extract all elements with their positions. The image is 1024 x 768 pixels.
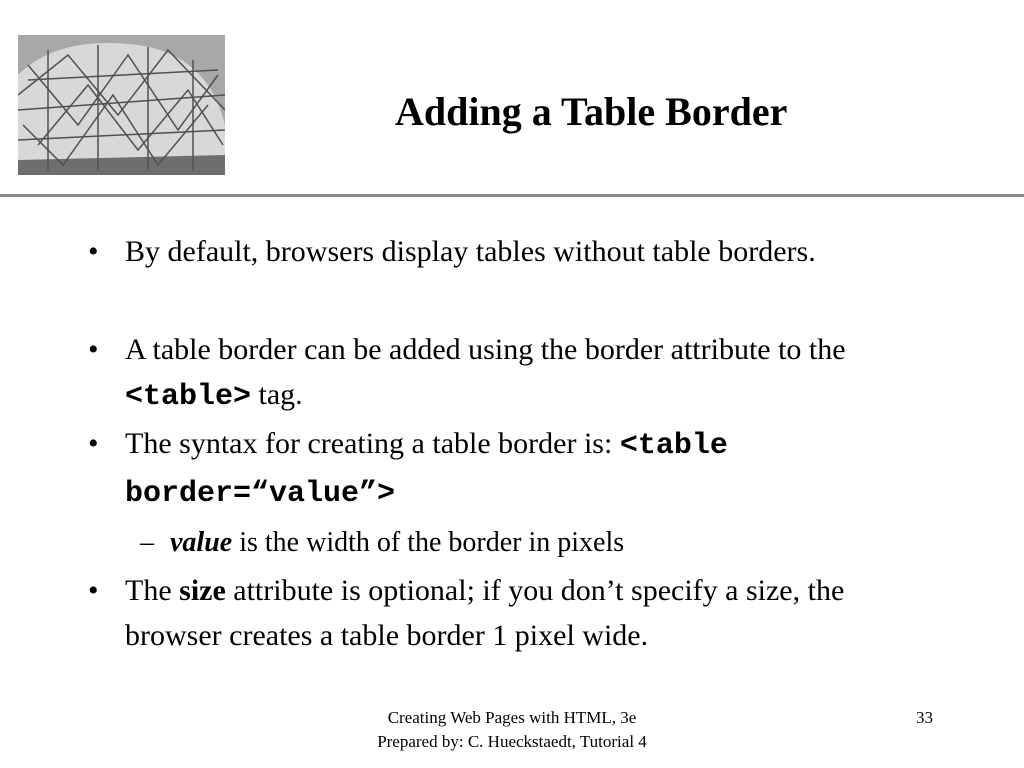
sub-bullet-text-part: is the width of the border in pixels bbox=[232, 527, 625, 558]
page-number: 33 bbox=[916, 708, 933, 727]
emphasis-term: value bbox=[170, 527, 233, 558]
bullet-marker: • bbox=[88, 333, 99, 366]
bullet-text: By default, browsers display tables without table borders. bbox=[125, 235, 816, 268]
bullet-text-part: tag. bbox=[251, 378, 303, 411]
sub-bullet-marker: – bbox=[140, 527, 154, 558]
bold-term: size bbox=[179, 574, 226, 607]
title-divider bbox=[0, 194, 1024, 197]
footer-line: Prepared by: C. Hueckstaedt, Tutorial 4 bbox=[377, 732, 647, 751]
code-snippet: <table border=“value”> bbox=[125, 429, 728, 511]
slide-title: Adding a Table Border bbox=[395, 89, 788, 134]
bullet-text bbox=[125, 421, 945, 517]
bullet-marker: • bbox=[88, 235, 99, 268]
footer-line: Creating Web Pages with HTML, 3e bbox=[387, 708, 637, 727]
bullet-text-part: A table border can be added using the border attribute to the bbox=[125, 333, 846, 366]
bullet-text-part: attribute is optional; if you don’t specify a size, the browser creates a table border 1 pixel wide. bbox=[125, 574, 845, 652]
slide-footer bbox=[312, 706, 712, 754]
geodesic-dome-photo-icon bbox=[18, 35, 225, 175]
code-snippet: <table> bbox=[125, 380, 252, 414]
bullet-text-part: The syntax for creating a table border is: bbox=[125, 427, 620, 460]
bullet-marker: • bbox=[88, 574, 99, 607]
bullet-text bbox=[125, 568, 945, 658]
sub-bullet-text bbox=[170, 525, 624, 561]
bullet-text-part: The bbox=[125, 574, 180, 607]
bullet-marker: • bbox=[88, 427, 99, 460]
bullet-text bbox=[125, 327, 945, 420]
